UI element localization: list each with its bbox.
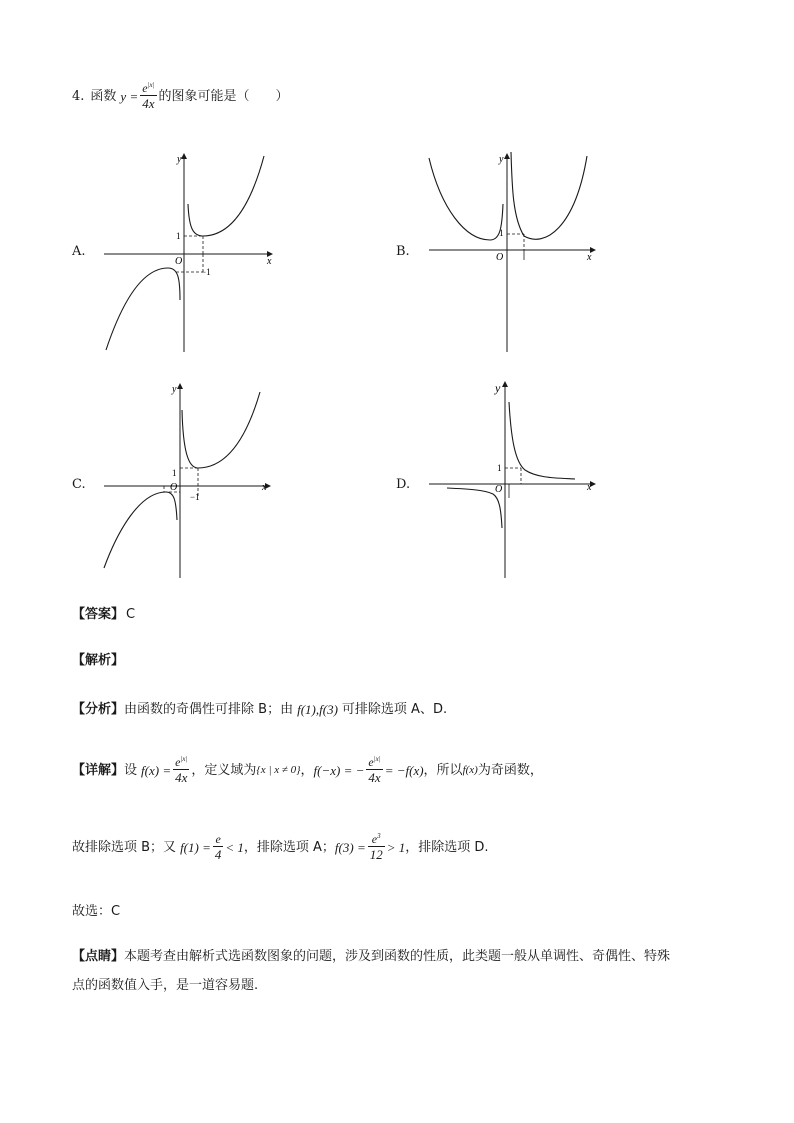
xiangjie-text-1: 设 (124, 762, 138, 778)
answer-label: 【答案】 (72, 607, 125, 622)
option-c-label: C. (72, 477, 86, 492)
graph-c (100, 380, 280, 580)
dianjing-line-1 (72, 950, 670, 963)
fenxi-args3: (3) (322, 702, 338, 717)
line2-frac-2: $\frac{e^3}{12}$ (369, 832, 383, 862)
xiangjie-eq-tail: = −f(x) (384, 762, 424, 778)
graph-d (425, 378, 605, 580)
fenxi-args: (1), (300, 702, 320, 717)
xiangjie-f-neg: f(−x) = − (313, 762, 365, 778)
xiangjie-fx2: f(x) (462, 763, 478, 776)
line2-frac-1: $\frac{e}{4}$ (214, 832, 222, 862)
fenxi-f3: f (319, 702, 323, 717)
graph-c-origin: O (170, 482, 178, 493)
answer-line (72, 608, 135, 621)
option-b-label: B. (396, 244, 410, 259)
graph-d-tick-1: 1 (497, 463, 502, 473)
xiangjie-text-5: 为奇函数， (477, 762, 543, 778)
fenxi-line (72, 703, 447, 716)
option-d-label: D. (396, 477, 411, 492)
graph-c-tick-1: 1 (172, 468, 177, 478)
graph-a (100, 148, 280, 354)
question-suffix: 的图象可能是（ ） (158, 88, 289, 104)
formula-fraction: $\frac{e^{|x|}}{4x}$ (142, 81, 155, 111)
dianjing-line-2: 点的函数值入手，是一道容易题. (72, 978, 259, 993)
line2-gt: > 1 (386, 839, 406, 855)
question-number: 4. (72, 88, 85, 104)
dianjing-label: 【点睛】 (72, 949, 125, 964)
graph-a-y-label: y (177, 154, 182, 165)
graph-c-x-label: x (262, 482, 267, 493)
line2-f3: f(3) = (334, 839, 366, 855)
graph-a-tick-1: 1 (176, 231, 181, 241)
xiangjie-text-4: ，所以 (423, 762, 463, 778)
line2-text-3: ，排除选项 D. (405, 839, 489, 855)
fenxi-text-2: 可排除选项 A、D. (341, 702, 448, 717)
graph-c-tick-neg1: −1 (190, 492, 200, 502)
fenxi-label: 【分析】 (72, 702, 125, 717)
fenxi-f1: f (297, 702, 301, 717)
xiangjie-domain: {x | x ≠ 0} (256, 763, 301, 776)
xiangjie-text-2: ，定义域为 (191, 762, 257, 778)
dianjing-text-1: 本题考查由解析式选函数图象的问题，涉及到函数的性质，此类题一般从单调性、奇偶性、特殊 (124, 949, 671, 964)
graph-d-y-label: y (495, 381, 501, 395)
formula-lhs: y = (120, 88, 139, 104)
graph-d-x-label: x (587, 482, 592, 493)
graph-b (425, 148, 605, 354)
xiangjie-frac-2: $\frac{e^{|x|}}{4x}$ (368, 755, 381, 785)
graph-a-x-label: x (267, 256, 272, 267)
graph-a-tick-neg1: −1 (201, 267, 211, 277)
line2-lt: < 1 (225, 839, 244, 855)
graph-b-x-label: x (587, 252, 592, 263)
xiangjie-text-3: ， (300, 762, 314, 778)
graph-a-origin: O (175, 256, 183, 267)
question-line (72, 82, 289, 110)
graph-b-y-label: y (499, 154, 504, 165)
line2-f1: f(1) = (180, 839, 211, 855)
line2-text-1: 故排除选项 B；又 (72, 839, 177, 855)
graph-c-y-label: y (172, 384, 177, 395)
analysis-header: 【解析】 (72, 653, 125, 668)
graph-b-origin: O (496, 252, 504, 263)
graph-b-tick-1: 1 (499, 228, 504, 238)
option-a-label: A. (72, 244, 86, 259)
xiangjie-fx: f(x) = (141, 762, 172, 778)
xiangjie-line (72, 756, 543, 784)
fenxi-text-1: 由函数的奇偶性可排除 B；由 (124, 702, 294, 717)
line2-text-2: ，排除选项 A； (243, 839, 335, 855)
question-prefix: 函数 (90, 88, 117, 104)
graph-d-origin: O (495, 484, 503, 495)
xiangjie-label: 【详解】 (72, 762, 125, 778)
xiangjie-frac-1: $\frac{e^{|x|}}{4x}$ (175, 755, 188, 785)
answer-value: C (126, 607, 136, 622)
final-choice: 故选：C (72, 904, 121, 919)
detail-line-2 (72, 833, 489, 861)
